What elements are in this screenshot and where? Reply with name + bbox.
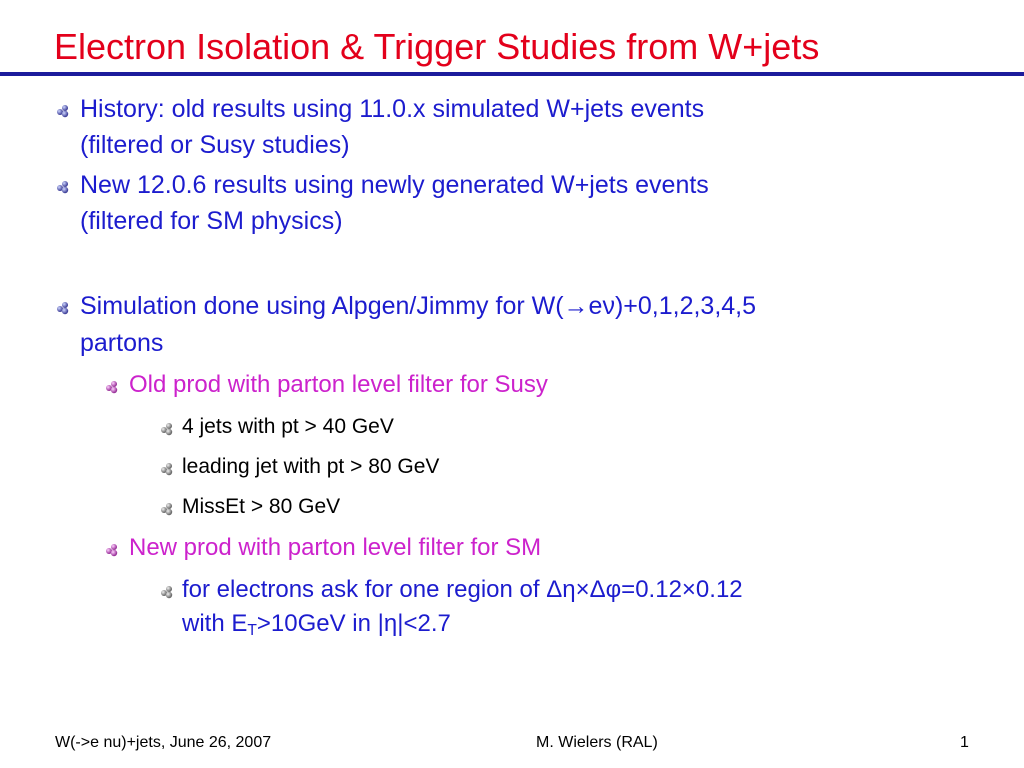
et-threshold: >10GeV in |η|<2.7 bbox=[256, 610, 451, 637]
bullet-new-results-line1: New 12.0.6 results using newly generated W+jets events bbox=[80, 171, 709, 199]
sphere-cluster-bullet-icon bbox=[160, 462, 174, 476]
sphere-cluster-bullet-icon bbox=[56, 104, 70, 118]
criterion-4jets: 4 jets with pt > 40 GeV bbox=[182, 415, 394, 438]
subbullet-old-prod: Old prod with parton level filter for Susy bbox=[129, 371, 548, 398]
sphere-cluster-bullet-icon bbox=[105, 543, 119, 557]
bullet-new-results-line2: (filtered for SM physics) bbox=[80, 207, 343, 235]
footer-author: M. Wielers (RAL) bbox=[536, 734, 658, 751]
criterion-electron-region-line1: for electrons ask for one region of Δη×Δφ=0.12×0.12 bbox=[182, 576, 743, 603]
sphere-cluster-bullet-icon bbox=[160, 502, 174, 516]
bullet-history-line1: History: old results using 11.0.x simulated W+jets events bbox=[80, 95, 705, 123]
et-symbol: with E bbox=[182, 610, 248, 637]
sphere-cluster-bullet-icon bbox=[105, 380, 119, 394]
sphere-cluster-bullet-icon bbox=[160, 422, 174, 436]
bullet-simulation-line1: Simulation done using Alpgen/Jimmy for W(→eν)+0,1,2,3,4,5 bbox=[80, 292, 757, 320]
slide-title: Electron Isolation & Trigger Studies from W+jets bbox=[54, 26, 820, 67]
bullet-history-line2: (filtered or Susy studies) bbox=[80, 131, 350, 159]
criterion-missEt: MissEt > 80 GeV bbox=[182, 495, 341, 518]
sphere-cluster-bullet-icon bbox=[160, 585, 174, 599]
sphere-cluster-bullet-icon bbox=[56, 180, 70, 194]
page-number: 1 bbox=[960, 734, 969, 751]
title-divider bbox=[0, 72, 1024, 76]
subbullet-new-prod: New prod with parton level filter for SM bbox=[129, 534, 542, 561]
sphere-cluster-bullet-icon bbox=[56, 301, 70, 315]
criterion-leading-jet: leading jet with pt > 80 GeV bbox=[182, 455, 440, 478]
criterion-electron-region-line2 bbox=[182, 607, 451, 648]
footer-left: W(->e nu)+jets, June 26, 2007 bbox=[55, 734, 272, 751]
et-subscript: T bbox=[247, 622, 257, 639]
bullet-simulation-line2: partons bbox=[80, 329, 164, 357]
